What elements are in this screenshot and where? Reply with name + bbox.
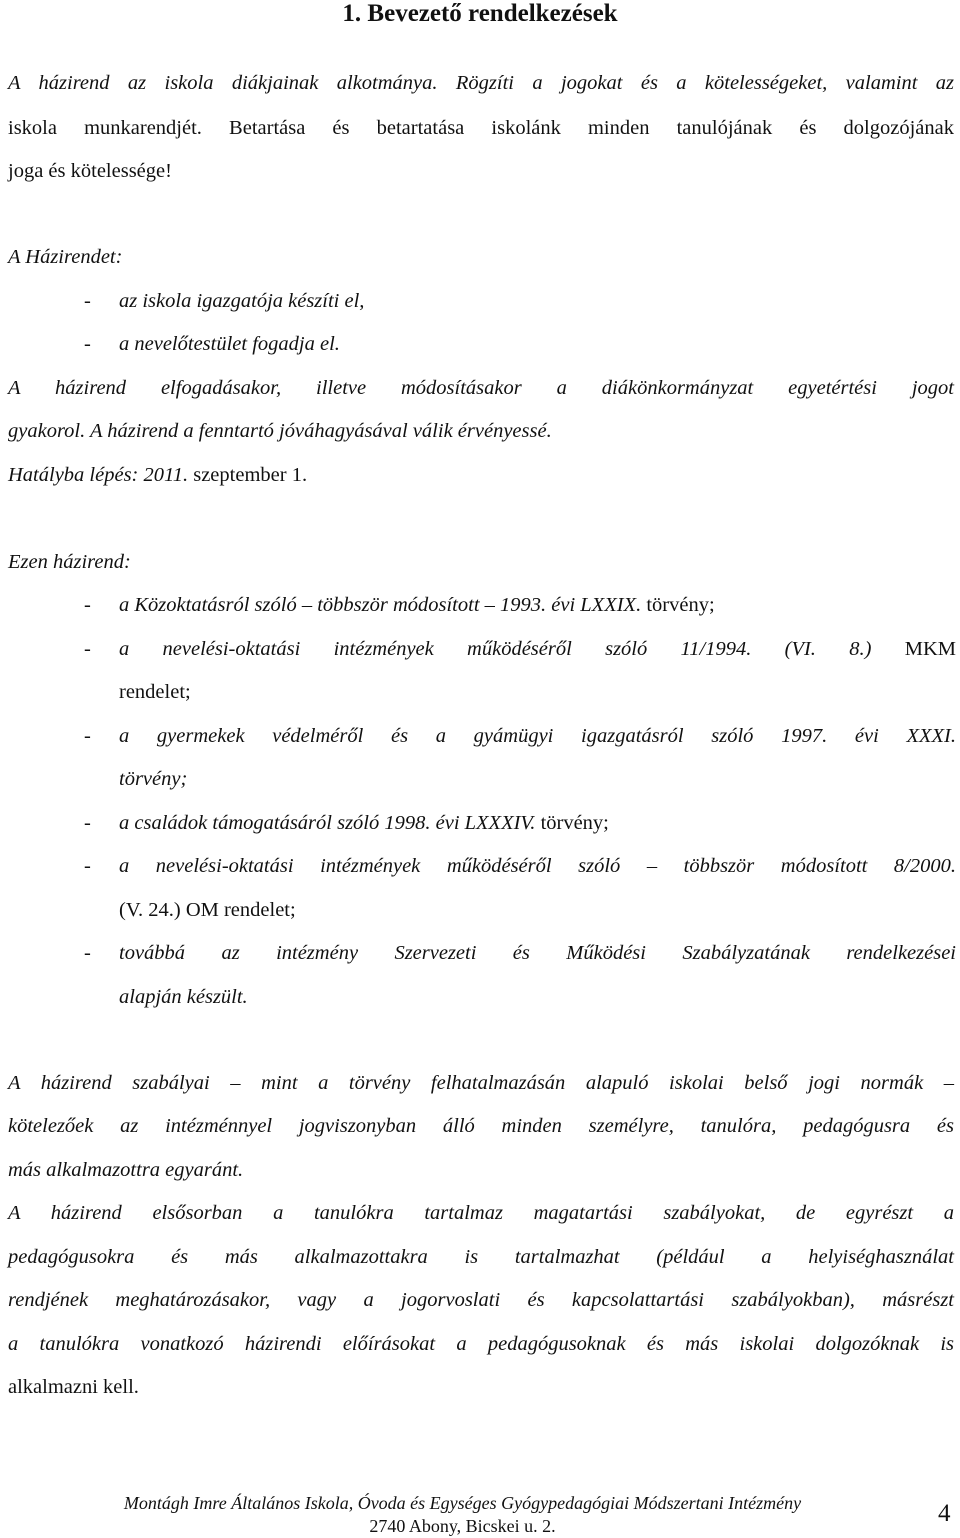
intro-line-2: iskola munkarendjét. Betartása és betartatása iskolánk minden tanulójának és dolgozójának bbox=[8, 117, 954, 139]
effective-date-prefix: Hatályba lépés: 2011. bbox=[8, 464, 189, 486]
rules-scope-line-3: más alkalmazottra egyaránt. bbox=[8, 1159, 244, 1181]
list-dash: - bbox=[84, 812, 91, 834]
legal-basis-item-1-italic: a Közoktatásról szóló – többször módosított – 1993. évi LXXIX. bbox=[119, 594, 642, 616]
list-dash: - bbox=[84, 594, 91, 616]
list-dash: - bbox=[84, 942, 91, 964]
legal-basis-item-2-italic: a nevelési-oktatási intézmények működéséről szóló 11/1994. (VI. 8.) bbox=[119, 638, 872, 660]
page-number: 4 bbox=[938, 1500, 951, 1527]
effective-date-suffix: szeptember 1. bbox=[188, 464, 308, 486]
legal-basis-item-2-line-1 bbox=[119, 636, 956, 662]
legal-basis-item-4-italic: a családok támogatásáról szóló 1998. évi LXXXIV. bbox=[119, 812, 536, 834]
effective-date bbox=[8, 462, 307, 488]
house-rules-item-1: az iskola igazgatója készíti el, bbox=[119, 290, 365, 312]
legal-basis-item-2-line-2: rendelet; bbox=[119, 681, 191, 703]
rules-scope-line-1: A házirend szabályai – mint a törvény felhatalmazásán alapuló iskolai belső jogi normák – bbox=[8, 1072, 954, 1094]
legal-basis-item-1-plain: törvény; bbox=[641, 594, 715, 616]
primary-focus-line-2: pedagógusokra és más alkalmazottakra is tartalmazhat (például a helyiséghasználat bbox=[8, 1246, 954, 1268]
primary-focus-line-1: A házirend elsősorban a tanulókra tartalmaz magatartási szabályokat, de egyrészt a bbox=[8, 1202, 954, 1224]
legal-basis-item-3-line-1: a gyermekek védelméről és a gyámügyi igazgatásról szóló 1997. évi XXXI. bbox=[119, 725, 956, 747]
legal-basis-item-3-line-2: törvény; bbox=[119, 768, 188, 790]
footer-address: 2740 Abony, Bicskei u. 2. bbox=[369, 1516, 556, 1536]
adoption-line-1: A házirend elfogadásakor, illetve módosításakor a diákönkormányzat egyetértési jogot bbox=[8, 377, 954, 399]
primary-focus-line-3: rendjének meghatározásakor, vagy a jogorvoslati és kapcsolattartási szabályokban), másrészt bbox=[8, 1289, 954, 1311]
list-dash: - bbox=[84, 638, 91, 660]
footer-institution: Montágh Imre Általános Iskola, Óvoda és Egységes Gyógypedagógiai Módszertani Intézmény bbox=[123, 1493, 802, 1513]
intro-line-3: joga és kötelessége! bbox=[8, 160, 172, 182]
adoption-line-2: gyakorol. A házirend a fenntartó jóváhagyásával válik érvényessé. bbox=[8, 420, 552, 442]
list-dash: - bbox=[84, 290, 91, 312]
legal-basis-label: Ezen házirend: bbox=[8, 551, 131, 573]
legal-basis-item-4-plain: törvény; bbox=[535, 812, 609, 834]
legal-basis-item-4 bbox=[119, 810, 609, 836]
legal-basis-item-6-line-1: továbbá az intézmény Szervezeti és Működési Szabályzatának rendelkezései bbox=[119, 942, 956, 964]
legal-basis-item-5-line-2: (V. 24.) OM rendelet; bbox=[119, 899, 296, 921]
primary-focus-line-5: alkalmazni kell. bbox=[8, 1376, 139, 1398]
list-dash: - bbox=[84, 855, 91, 877]
legal-basis-item-1 bbox=[119, 592, 715, 618]
rules-scope-line-2: kötelezőek az intézménnyel jogviszonyban álló minden személyre, tanulóra, pedagógusra és bbox=[8, 1115, 954, 1137]
legal-basis-item-2-plain: MKM bbox=[871, 638, 956, 660]
house-rules-label: A Házirendet: bbox=[8, 246, 123, 268]
house-rules-item-2: a nevelőtestület fogadja el. bbox=[119, 333, 340, 355]
list-dash: - bbox=[84, 725, 91, 747]
list-dash: - bbox=[84, 333, 91, 355]
section-heading: 1. Bevezető rendelkezések bbox=[342, 0, 618, 27]
legal-basis-item-6-line-2: alapján készült. bbox=[119, 986, 248, 1008]
intro-line-1: A házirend az iskola diákjainak alkotmánya. Rögzíti a jogokat és a kötelességeket, valamint az bbox=[8, 72, 954, 94]
primary-focus-line-4: a tanulókra vonatkozó házirendi előírásokat a pedagógusoknak és más iskolai dolgozóknak is bbox=[8, 1333, 954, 1355]
legal-basis-item-5-line-1: a nevelési-oktatási intézmények működéséről szóló – többször módosított 8/2000. bbox=[119, 855, 956, 877]
